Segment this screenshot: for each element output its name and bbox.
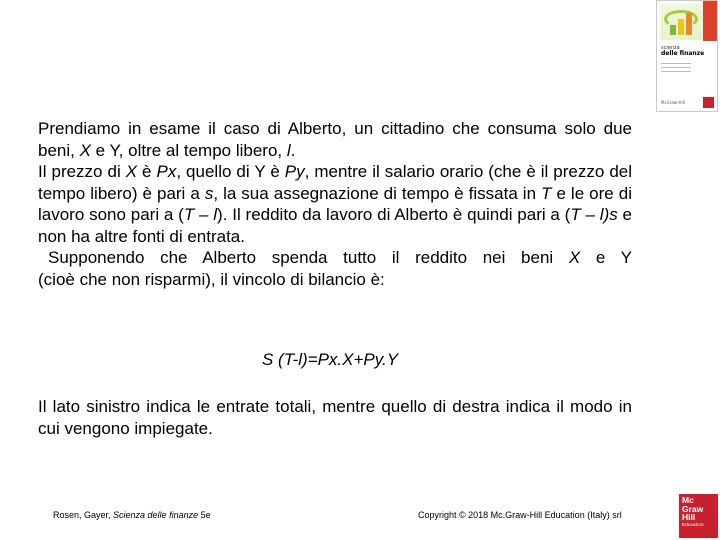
italic-run: X	[79, 140, 91, 160]
footer-citation	[53, 510, 211, 520]
text-run: , mentre il salario orario (che è il prezzo del tempo libero) è pari a	[38, 162, 633, 203]
logo-line-4: Education	[682, 521, 704, 527]
text-run: e non ha altre fonti di entrata.	[38, 205, 632, 246]
cover-bar-graphic	[686, 13, 692, 35]
text-run: e le ore di lavoro sono pari a (	[38, 183, 632, 224]
italic-run: X	[568, 248, 581, 267]
text-run: , la sua assegnazione di tempo è fissata in	[213, 183, 542, 203]
cover-title-line1: scienza	[661, 45, 680, 51]
logo-line-1: Mc	[682, 495, 694, 505]
italic-run: s	[204, 183, 214, 203]
mcgraw-hill-logo	[679, 494, 718, 538]
footer-copyright: Copyright © 2018 Mc.Graw-Hill Education (Italy) srl	[418, 510, 622, 520]
italic-run: T – l	[183, 205, 218, 224]
footer-authors: Rosen, Gayer,	[53, 510, 114, 520]
paragraph-2	[38, 161, 632, 247]
text-run: .	[290, 140, 296, 160]
text-run: Prendiamo in esame il caso di Alberto, un cittadino che consuma solo due beni,	[38, 119, 632, 160]
text-run: è	[137, 162, 157, 181]
logo-line-3: Hill	[682, 512, 696, 522]
cover-bar-graphic	[678, 19, 684, 35]
text-run: ). Il reddito da lavoro di Alberto è quindi pari a (	[217, 205, 571, 224]
text-run: e Y	[580, 248, 632, 267]
cover-artwork	[660, 4, 702, 40]
paragraph-3	[38, 247, 632, 269]
cover-bar-graphic	[670, 25, 676, 35]
cover-text-lines	[661, 63, 691, 75]
budget-constraint-formula: S (T-l)=Px.X+Py.Y	[262, 350, 399, 369]
text-run: Il prezzo di	[38, 162, 126, 181]
cover-accent-strip	[703, 1, 718, 41]
closing-text: Il lato sinistro indica le entrate totali, mentre quello di destra indica il modo in cui vengono impiegate.	[38, 397, 632, 438]
italic-run: X	[125, 162, 138, 181]
cover-title-line2: delle finanze	[661, 50, 705, 57]
footer-book-title: Scienza delle finanze	[113, 510, 199, 520]
text-run: e Y, oltre al tempo libero,	[90, 140, 287, 160]
cover-title	[661, 45, 704, 57]
italic-run: Py	[284, 162, 305, 181]
cover-logo-icon	[703, 97, 714, 108]
book-cover-thumbnail	[656, 0, 718, 112]
italic-run: T – l)s	[570, 205, 618, 224]
italic-run: l	[286, 140, 291, 160]
logo-line-2: Graw	[682, 503, 704, 514]
cover-publisher: McGraw-Hill	[661, 100, 685, 105]
italic-run: Px	[156, 162, 177, 181]
text-run: , quello di Y è	[176, 162, 285, 181]
closing-paragraph	[38, 396, 632, 439]
footer-edition: 5e	[198, 510, 211, 520]
text-run: Supponendo che Alberto spenda tutto il reddito nei beni	[48, 248, 569, 267]
italic-run: T	[541, 183, 552, 203]
slide-body	[38, 118, 632, 290]
paragraph-4: (cioè che non risparmi), il vincolo di bilancio è:	[38, 269, 385, 289]
paragraph-1	[38, 118, 632, 161]
